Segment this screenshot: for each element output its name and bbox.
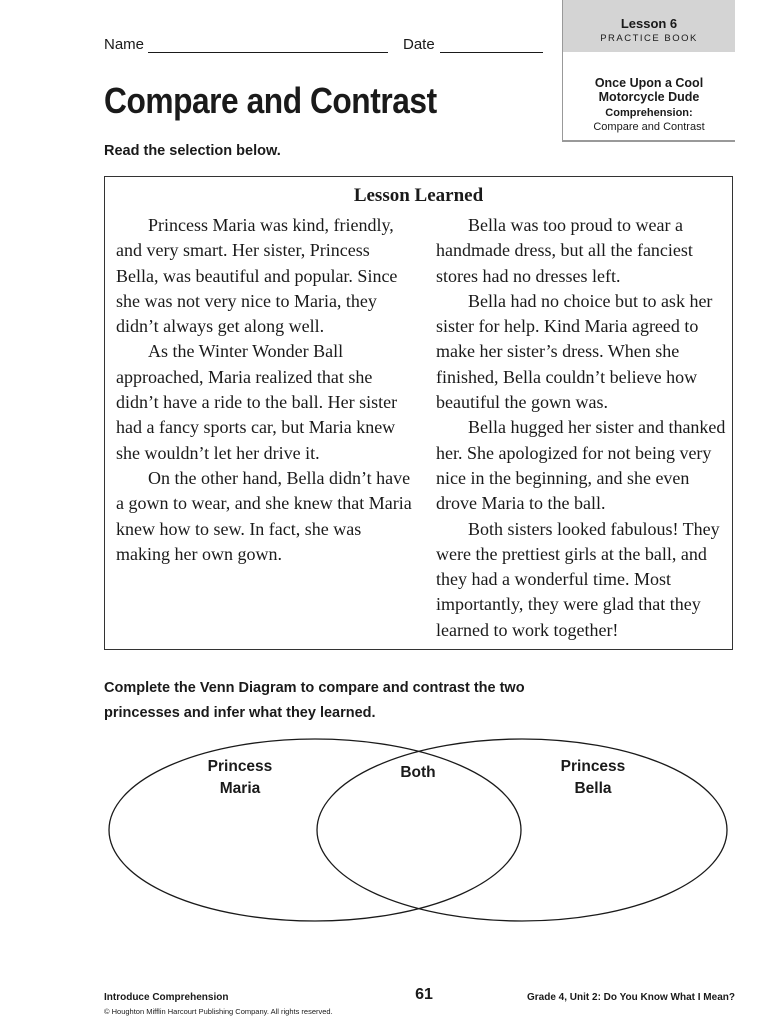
venn-diagram xyxy=(104,735,734,925)
page-number: 61 xyxy=(415,986,433,1003)
lesson-number: Lesson 6 xyxy=(620,16,678,31)
practice-book-label: PRACTICE BOOK xyxy=(600,33,698,44)
passage-left-column xyxy=(116,213,416,567)
venn-label-bella-2: Bella xyxy=(574,780,612,797)
name-field[interactable] xyxy=(148,36,388,53)
venn-circle-bella[interactable] xyxy=(317,739,727,921)
paragraph: Bella hugged her sister and thanked her. She apologized for not being very nice in the beginning, and she even drove Maria to the ball. xyxy=(436,417,726,514)
footer-left: Introduce Comprehension xyxy=(104,992,229,1003)
instruction-venn: Complete the Venn Diagram to compare and contrast the two princesses and infer what they learned. xyxy=(104,680,525,721)
paragraph: Both sisters looked fabulous! They were the prettiest girls at the ball, and they had a wonderful time. Most importantly, they were glad that they learned to work together! xyxy=(436,518,720,640)
passage-right-column xyxy=(436,213,728,643)
footer-copyright: © Houghton Mifflin Harcourt Publishing Company. All rights reserved. xyxy=(104,1007,333,1016)
page-title: Compare and Contrast xyxy=(104,80,437,121)
venn-label-both: Both xyxy=(400,764,436,781)
venn-label-maria-1: Princess xyxy=(207,758,273,775)
date-label: Date xyxy=(403,36,435,53)
lesson-tab xyxy=(562,0,735,52)
story-title: Once Upon a Cool Motorcycle Dude xyxy=(594,76,704,104)
name-label: Name xyxy=(104,36,145,53)
passage-box xyxy=(104,176,733,650)
instruction-read: Read the selection below. xyxy=(104,143,281,159)
paragraph: Bella was too proud to wear a handmade dress, but all the fanciest stores had no dresses left. xyxy=(436,215,693,286)
venn-label-bella-1: Princess xyxy=(560,758,626,775)
paragraph: Bella had no choice but to ask her sister for help. Kind Maria agreed to make her sister’s dress. When she finished, Bella couldn’t believe how beautiful the gown was. xyxy=(436,290,713,413)
venn-label-maria-2: Maria xyxy=(219,780,261,797)
paragraph: Princess Maria was kind, friendly, and very smart. Her sister, Princess Bella, was beautiful and popular. Since she was not very nice to Maria, they didn’t always get along well. xyxy=(116,215,398,337)
venn-circle-maria[interactable] xyxy=(109,739,521,921)
date-field[interactable] xyxy=(440,36,543,53)
passage-title: Lesson Learned xyxy=(353,185,484,206)
footer-right: Grade 4, Unit 2: Do You Know What I Mean? xyxy=(527,992,735,1003)
skill-label: Compare and Contrast xyxy=(593,121,705,133)
paragraph: As the Winter Wonder Ball approached, Maria realized that she didn’t have a ride to the ball. Her sister had a fancy sports car, but Maria knew she wouldn’t let her drive it. xyxy=(116,341,398,463)
paragraph: On the other hand, Bella didn’t have a gown to wear, and she knew that Maria knew how to sew. In fact, she was making her own gown. xyxy=(116,467,412,564)
comprehension-label: Comprehension: xyxy=(605,107,693,119)
story-info-box xyxy=(562,52,735,142)
